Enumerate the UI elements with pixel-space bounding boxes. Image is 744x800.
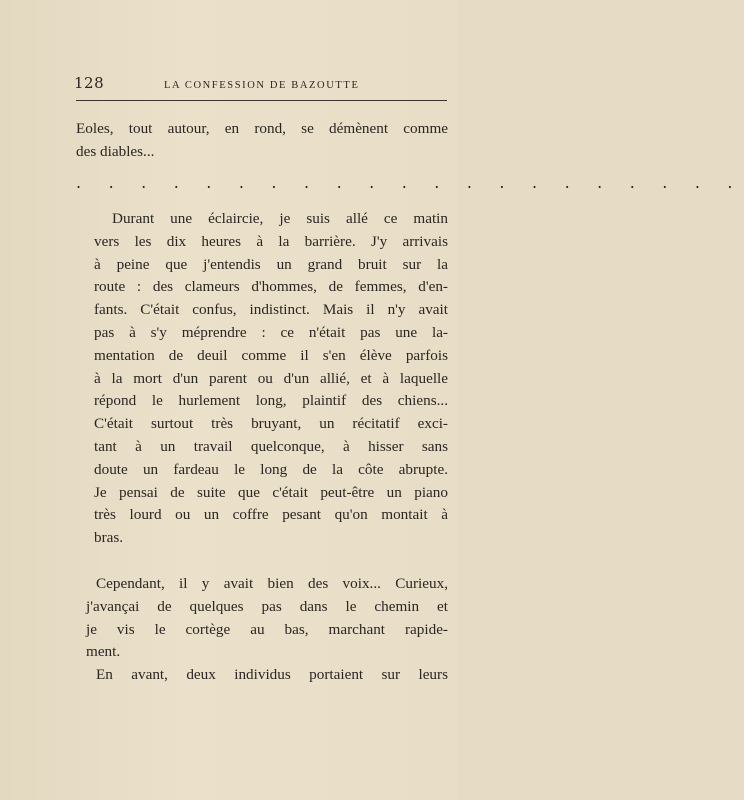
text-line: doute un fardeau le long de la côte abrupte. (94, 460, 448, 478)
text-line: Je pensai de suite que c'était peut-être un piano (94, 483, 448, 501)
text-line: route : des clameurs d'hommes, de femmes, d'en- (94, 278, 448, 296)
text-line: j'avançai de quelques pas dans le chemin et (86, 597, 448, 615)
continuation-text (76, 118, 448, 164)
running-title: LA CONFESSION DE BAZOUTTE (164, 80, 360, 91)
text-line: répond le hurlement long, plaintif des chiens... (94, 392, 448, 410)
text-line: bras. (94, 529, 124, 547)
text-line: à peine que j'entendis un grand bruit sur la (94, 255, 448, 273)
text-line: fants. C'était confus, indistinct. Mais il n'y avait (94, 301, 448, 319)
text-line: vers les dix heures à la barrière. J'y arrivais (94, 232, 448, 250)
text-line: Durant une éclaircie, je suis allé ce matin (112, 210, 448, 227)
text-line: C'était surtout très bruyant, un récitatif exci- (94, 415, 448, 433)
text-line: à la mort d'un parent ou d'un allié, et à laquelle (94, 369, 448, 387)
text-line: mentation de deuil comme il s'en élève parfois (94, 346, 448, 364)
section-separator: . . . . . . . . . . . . . . . . . . . . . (76, 173, 744, 192)
text-line: pas à s'y méprendre : ce n'était pas une la- (94, 323, 448, 341)
text-line: tant à un travail quelconque, à hisser sans (94, 437, 448, 455)
paragraph (76, 208, 448, 550)
paragraph (76, 664, 448, 687)
page-header (74, 72, 443, 96)
text-line: très lourd ou un coffre pesant qu'on montait à (94, 506, 448, 524)
text-line: Eoles, tout autour, en rond, se démènent comme (76, 120, 448, 137)
text-line: je vis le cortège au bas, marchant rapide- (86, 620, 448, 638)
paragraph (76, 573, 448, 664)
text-line: ment. (86, 643, 121, 661)
text-line: En avant, deux individus portaient sur leurs (96, 666, 448, 683)
text-line: Cependant, il y avait bien des voix... Curieux, (96, 575, 448, 592)
header-rule (76, 100, 447, 101)
page-number: 128 (74, 74, 105, 92)
text-line: des diables... (76, 142, 155, 160)
